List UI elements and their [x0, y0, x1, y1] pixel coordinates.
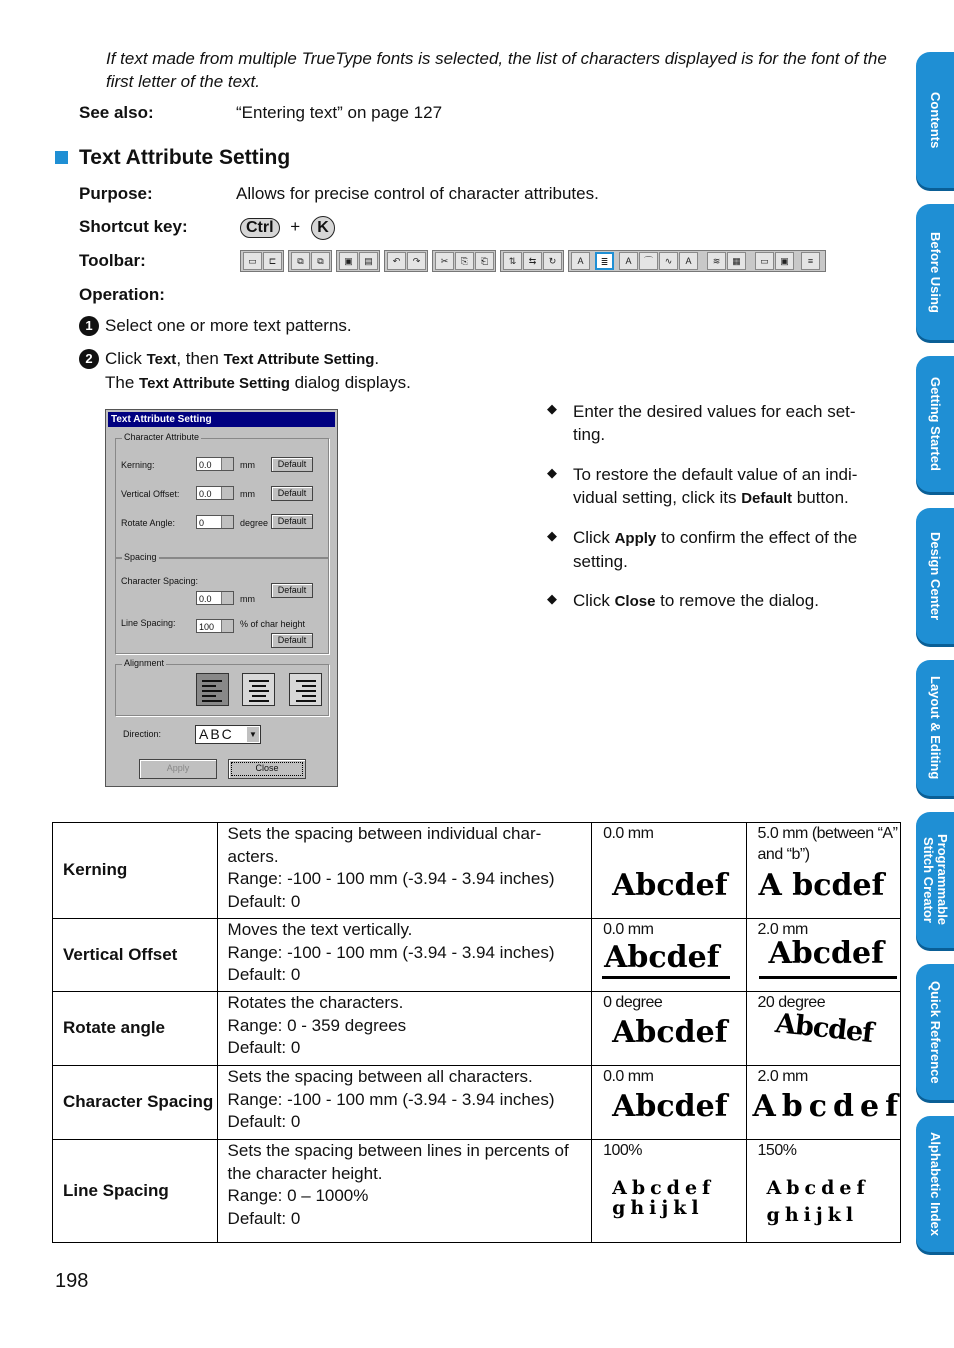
- sample-cell: [746, 1066, 905, 1140]
- sample-label: 0.0 mm: [603, 921, 654, 938]
- tab-label: Design Center: [928, 531, 943, 621]
- desc-line: Default: 0: [227, 1208, 301, 1228]
- desc-line: Rotates the characters.: [227, 993, 404, 1012]
- desc-line: Range: 0 - 359 degrees: [227, 1015, 407, 1035]
- paste-icon[interactable]: ⎗: [475, 252, 494, 270]
- sample-text-line2: ghijkl: [612, 1197, 704, 1219]
- tab-label: Quick Reference: [928, 980, 943, 1084]
- arc-text-icon[interactable]: ⌒: [639, 252, 658, 270]
- step2-text-menu: Text: [146, 351, 177, 368]
- diamond-icon: ◆: [547, 528, 557, 543]
- properties-icon[interactable]: ≡: [801, 252, 820, 270]
- line-spacing-input[interactable]: 100: [196, 619, 234, 633]
- step2-number: 2: [79, 349, 99, 369]
- tab-layout-editing[interactable]: [916, 660, 954, 796]
- step2-text-attribute: Text Attribute Setting: [223, 351, 375, 368]
- vertical-offset-label: Vertical Offset:: [121, 489, 180, 499]
- bullet-4-text: to remove the dialog.: [660, 591, 819, 610]
- sample-text: Abcdef: [604, 940, 720, 975]
- tab-label: Programmable Stitch Creator: [921, 834, 950, 926]
- section-bullet: [55, 151, 68, 164]
- kerning-default-button[interactable]: Default: [271, 457, 313, 472]
- copy-icon[interactable]: ⎘: [455, 252, 474, 270]
- sample-text: Abcdef: [752, 1089, 905, 1124]
- text-attribute-dialog: [105, 409, 338, 787]
- diamond-icon: ◆: [547, 591, 557, 606]
- sample-label: 2.0 mm: [757, 921, 808, 938]
- bullet-1: Enter the desired values for each set-ting.: [573, 402, 856, 444]
- tab-contents[interactable]: [916, 52, 954, 188]
- row-header: Rotate angle: [53, 992, 218, 1066]
- row-description: [217, 992, 592, 1066]
- cut-icon[interactable]: ✂: [435, 252, 454, 270]
- step2-line2: [105, 373, 411, 393]
- character-attribute-label: Character Attribute: [124, 432, 200, 442]
- alignment-label: Alignment: [124, 658, 165, 668]
- save-as-icon[interactable]: ▤: [359, 252, 378, 270]
- bullet-2-end: button.: [796, 488, 849, 507]
- row-header: Character Spacing: [53, 1066, 218, 1140]
- shortcut-label: Shortcut key:: [79, 217, 188, 236]
- step1-text: Select one or more text patterns.: [105, 316, 352, 335]
- save-icon[interactable]: ▣: [339, 252, 358, 270]
- character-spacing-input[interactable]: 0.0: [196, 591, 234, 605]
- desc-line: Sets the spacing between individual char-acters.: [227, 824, 542, 866]
- sample-text: Abcdef: [612, 1015, 728, 1050]
- note-text: If text made from multiple TrueType fonts is selected, the list of characters displayed is for the font of the first letter of the text.: [106, 49, 887, 91]
- step2-line1: [105, 349, 379, 369]
- see-also-link[interactable]: “Entering text” on page 127: [236, 103, 443, 122]
- kerning-label: Kerning:: [121, 460, 155, 470]
- row-description: [217, 919, 592, 992]
- desc-line: Range: -100 - 100 mm (-3.94 - 3.94 inches): [227, 869, 555, 888]
- sample-label: 0.0 mm: [603, 825, 654, 842]
- sample-cell: [592, 919, 746, 992]
- open-icon[interactable]: ⊏: [263, 252, 282, 270]
- character-spacing-default-button[interactable]: Default: [271, 583, 313, 598]
- align-right-icon[interactable]: [289, 673, 322, 706]
- spacing-group: [115, 552, 329, 654]
- align-left-icon[interactable]: [196, 673, 229, 706]
- ctrl-key: Ctrl: [240, 218, 280, 238]
- realistic-preview-icon[interactable]: ▣: [775, 252, 794, 270]
- step2-dialog-name: Text Attribute Setting: [139, 375, 290, 392]
- text-attribute-icon[interactable]: ≣: [595, 252, 614, 270]
- kerning-unit: mm: [240, 460, 255, 470]
- stitch-icon[interactable]: ≋: [707, 252, 726, 270]
- step2-period: .: [374, 349, 380, 368]
- rotate-icon[interactable]: ↻: [543, 252, 562, 270]
- page-number: 198: [55, 1270, 89, 1292]
- bullet-3-click: Click: [573, 528, 610, 547]
- purpose-label: Purpose:: [79, 184, 153, 203]
- fit-text-icon[interactable]: A: [619, 252, 638, 270]
- row-header: Line Spacing: [53, 1140, 218, 1243]
- direction-value: ABC: [199, 726, 234, 742]
- spacing-label: Spacing: [124, 552, 157, 562]
- tab-label: Getting Started: [928, 377, 943, 471]
- step2-click: Click: [105, 349, 142, 368]
- sample-label: 20 degree: [757, 994, 826, 1011]
- sample-text: Abcdef: [768, 936, 885, 971]
- row-description: [217, 1066, 592, 1140]
- sample-label: 0.0 mm: [603, 1068, 654, 1085]
- table-row: [53, 919, 901, 992]
- desc-line: Range: -100 - 100 mm (-3.94 - 3.94 inches): [227, 942, 555, 962]
- desc-line: Default: 0: [227, 1112, 301, 1131]
- line-spacing-default-button[interactable]: Default: [271, 633, 313, 648]
- row-description: [217, 1140, 592, 1243]
- bullet-3-text: to confirm the effect of the setting.: [573, 528, 858, 571]
- table-row: [53, 1066, 901, 1140]
- sample-text-line2: ghijkl: [766, 1204, 859, 1226]
- row-header: Kerning: [53, 823, 218, 919]
- desc-line: Sets the spacing between all characters.: [227, 1067, 533, 1086]
- mirror-icon[interactable]: ⇅: [503, 252, 522, 270]
- direction-select[interactable]: [195, 725, 261, 744]
- operation-label: Operation:: [79, 285, 165, 304]
- rotate-angle-input[interactable]: 0: [196, 515, 234, 529]
- desc-line: Moves the text vertically.: [227, 920, 413, 939]
- sew-icon[interactable]: ▦: [727, 252, 746, 270]
- tab-label: Contents: [928, 91, 943, 149]
- desc-line: Default: 0: [227, 1038, 301, 1057]
- desc-line: Default: 0: [227, 891, 301, 911]
- tab-quick-reference[interactable]: [916, 964, 954, 1100]
- sample-label: 2.0 mm: [757, 1068, 808, 1085]
- row-description: [217, 823, 592, 919]
- attribute-table: [52, 822, 905, 1243]
- line-spacing-unit: % of char height: [240, 619, 306, 629]
- bullet-4: [573, 589, 888, 613]
- sample-cell: [592, 1066, 746, 1140]
- import-icon[interactable]: ⧉: [291, 252, 310, 270]
- character-spacing-unit: mm: [240, 594, 255, 604]
- bullet-4-click: Click: [573, 591, 610, 610]
- undo-icon[interactable]: ↶: [387, 252, 406, 270]
- vertical-offset-unit: mm: [240, 489, 255, 499]
- export-icon[interactable]: ⧉: [311, 252, 330, 270]
- desc-line: Range: -100 - 100 mm (-3.94 - 3.94 inches): [227, 1089, 555, 1109]
- sample-label: 150%: [757, 1142, 797, 1159]
- plus-sign: +: [290, 217, 301, 236]
- new-icon[interactable]: ▭: [243, 252, 262, 270]
- tab-programmable-stitch-creator[interactable]: [916, 812, 954, 948]
- kerning-input[interactable]: 0.0: [196, 457, 234, 471]
- character-attribute-group: [115, 432, 329, 558]
- tab-getting-started[interactable]: [916, 356, 954, 492]
- sample-cell: [746, 1140, 900, 1243]
- tab-label: Before Using: [928, 231, 943, 313]
- table-row: [53, 992, 901, 1066]
- rotate-angle-unit: degree: [240, 518, 269, 528]
- desc-line: Sets the spacing between lines in percents of the character height.: [227, 1141, 569, 1183]
- table-row: [53, 823, 901, 919]
- sample-cell: [592, 992, 746, 1066]
- tab-alphabetic-index[interactable]: [916, 1116, 954, 1252]
- sample-cell: [746, 823, 900, 919]
- bullet-2: [573, 463, 888, 510]
- baseline-rule: [602, 976, 730, 979]
- step1-number: 1: [79, 316, 99, 336]
- desc-line: Default: 0: [227, 965, 301, 984]
- sample-label: 5.0 mm (between “A” and “b”): [757, 825, 898, 863]
- transform-icon[interactable]: A: [571, 252, 590, 270]
- dialog-title: Text Attribute Setting: [108, 412, 335, 427]
- bullet-3: [573, 526, 888, 573]
- sample-text: Abcdef: [773, 1007, 874, 1050]
- chevron-down-icon: ▼: [247, 727, 259, 742]
- line-spacing-label: Line Spacing:: [121, 618, 176, 628]
- shortcut-keys: [240, 216, 335, 240]
- alignment-group: [115, 658, 329, 716]
- rotate-angle-label: Rotate Angle:: [121, 518, 176, 528]
- sample-text-line1: Abcdef: [766, 1177, 870, 1199]
- step2-then: , then: [176, 349, 219, 368]
- sample-cell: [746, 992, 900, 1066]
- sample-text: Abcdef: [612, 868, 728, 903]
- sample-text: Abcdef: [612, 1089, 728, 1124]
- bullet-2-text: To restore the default value of an indi-vidual setting, click its: [573, 465, 858, 507]
- align-center-icon[interactable]: [242, 673, 275, 706]
- k-key: K: [311, 216, 335, 240]
- row-header: Vertical Offset: [53, 919, 218, 992]
- rotate-default-button[interactable]: Default: [271, 514, 313, 529]
- flip-icon[interactable]: ⇆: [523, 252, 542, 270]
- step2-the: The: [105, 373, 135, 392]
- direction-label: Direction:: [123, 729, 162, 739]
- desc-line: Range: 0 – 1000%: [227, 1186, 369, 1205]
- tab-label: Alphabetic Index: [928, 1131, 943, 1237]
- baseline-rule: [759, 976, 897, 979]
- table-row: [53, 1140, 901, 1243]
- sample-cell: [746, 919, 900, 992]
- text-convert-icon[interactable]: A: [679, 252, 698, 270]
- tab-before-using[interactable]: [916, 204, 954, 340]
- diamond-icon: ◆: [547, 401, 557, 416]
- apply-button[interactable]: Apply: [139, 759, 217, 779]
- see-also-label: See also:: [79, 103, 154, 122]
- vertical-offset-default-button[interactable]: Default: [271, 486, 313, 501]
- preview-icon[interactable]: ▭: [755, 252, 774, 270]
- redo-icon[interactable]: ↷: [407, 252, 426, 270]
- tab-label: Layout & Editing: [928, 676, 943, 780]
- sample-label: 100%: [603, 1142, 642, 1159]
- sample-cell: [592, 1140, 746, 1243]
- sample-label: 0 degree: [603, 994, 663, 1011]
- tab-design-center[interactable]: [916, 508, 954, 644]
- sample-text: A bcdef: [758, 868, 885, 903]
- vertical-offset-input[interactable]: 0.0: [196, 486, 234, 500]
- sample-text-line1: Abcdef: [612, 1177, 716, 1199]
- bullet-4-close: Close: [614, 593, 656, 610]
- character-spacing-label: Character Spacing:: [121, 576, 199, 586]
- toolbar-label: Toolbar:: [79, 251, 146, 270]
- sample-cell: [592, 823, 746, 919]
- step2-displays: dialog displays.: [294, 373, 411, 392]
- close-button[interactable]: Close: [228, 759, 306, 779]
- purpose-text: Allows for precise control of character attributes.: [236, 184, 599, 203]
- diamond-icon: ◆: [547, 465, 557, 480]
- bullet-3-apply: Apply: [614, 530, 657, 547]
- bullet-2-default: Default: [741, 490, 793, 507]
- section-title: Text Attribute Setting: [79, 146, 291, 169]
- text-path-icon[interactable]: ∿: [659, 252, 678, 270]
